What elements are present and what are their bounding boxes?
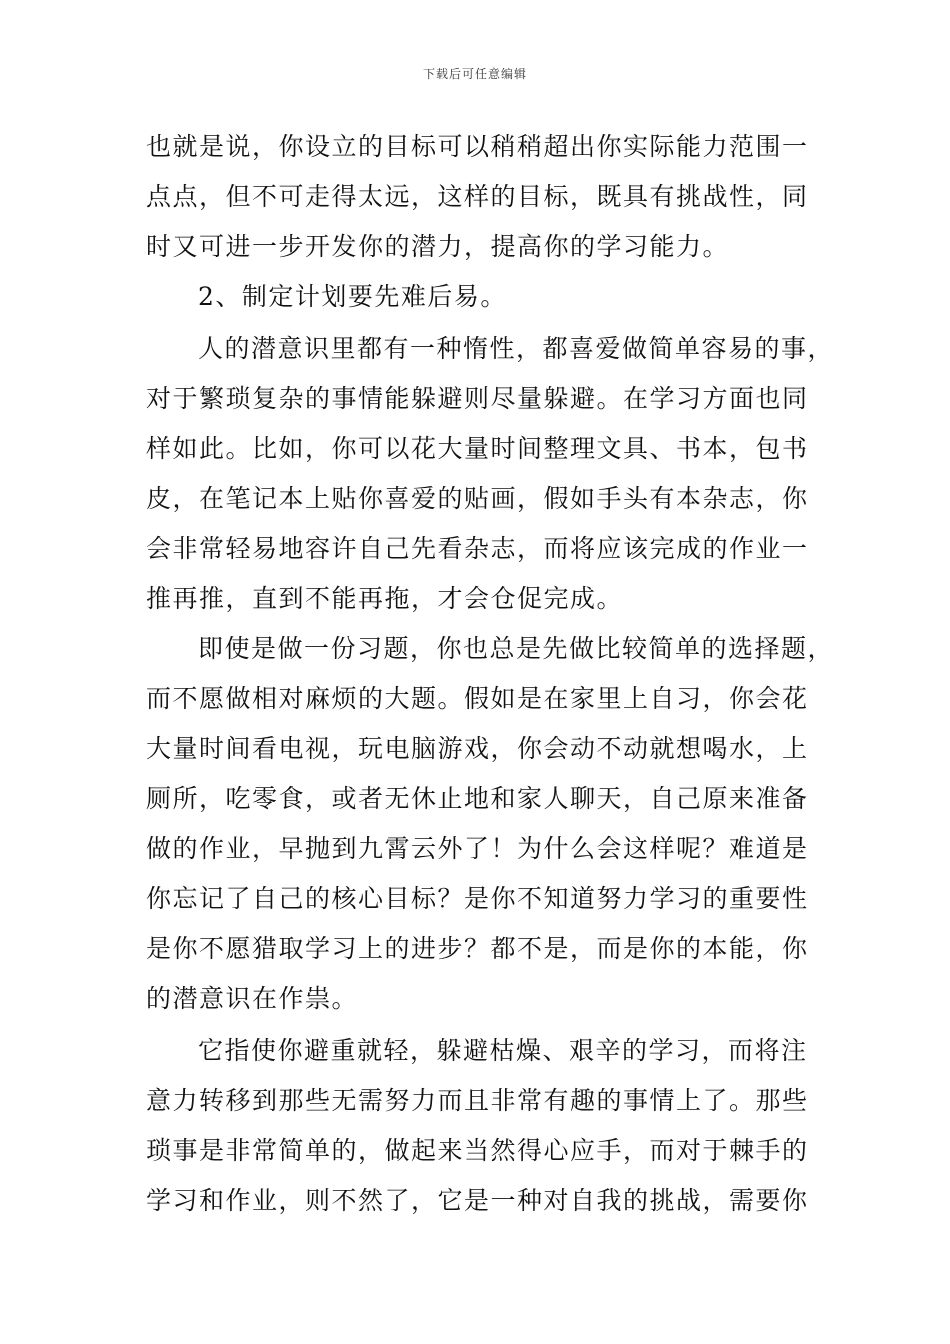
text-line: 时又可进一步开发你的潜力，提高你的学习能力。 (146, 232, 730, 261)
text-line: 大量时间看电视，玩电脑游戏，你会动不动就想喝水，上 (146, 734, 809, 763)
text-line: 的潜意识在作祟。 (146, 984, 359, 1013)
text-line: 皮，在笔记本上贴你喜爱的贴画，假如手头有本杂志，你 (146, 484, 809, 513)
text-line: 做的作业，早抛到九霄云外了！为什么会这样呢？难道是 (146, 834, 809, 863)
text-line: 也就是说，你设立的目标可以稍稍超出你实际能力范围一 (146, 132, 809, 161)
text-line: 你忘记了自己的核心目标？是你不知道努力学习的重要性 (146, 884, 809, 913)
text-line: 样如此。比如，你可以花大量时间整理文具、书本，包书 (146, 434, 809, 463)
text-line: 推再推，直到不能再拖，才会仓促完成。 (146, 584, 624, 613)
text-line: 琐事是非常简单的，做起来当然得心应手，而对于棘手的 (146, 1136, 809, 1165)
section-heading: 2、制定计划要先难后易。 (198, 282, 507, 311)
text-line: 是你不愿猎取学习上的进步？都不是，而是你的本能，你 (146, 934, 809, 963)
text-line: 对于繁琐复杂的事情能躲避则尽量躲避。在学习方面也同 (146, 384, 809, 413)
paragraph-first-line: 人的潜意识里都有一种惰性，都喜爱做简单容易的事， (198, 334, 835, 363)
text-line: 意力转移到那些无需努力而且非常有趣的事情上了。那些 (146, 1086, 809, 1115)
document-body (146, 122, 836, 1226)
text-line: 点点，但不可走得太远，这样的目标，既具有挑战性，同 (146, 182, 809, 211)
text-line: 厕所，吃零食，或者无休止地和家人聊天，自己原来准备 (146, 784, 809, 813)
text-line: 而不愿做相对麻烦的大题。假如是在家里上自习，你会花 (146, 684, 809, 713)
paragraph-first-line: 它指使你避重就轻，躲避枯燥、艰辛的学习，而将注 (198, 1036, 808, 1065)
paragraph-first-line: 即使是做一份习题，你也总是先做比较简单的选择题， (198, 634, 835, 663)
text-line: 学习和作业，则不然了，它是一种对自我的挑战，需要你 (146, 1186, 809, 1215)
text-line: 会非常轻易地容许自己先看杂志，而将应该完成的作业一 (146, 534, 809, 563)
page-header-note: 下载后可任意编辑 (422, 67, 527, 81)
